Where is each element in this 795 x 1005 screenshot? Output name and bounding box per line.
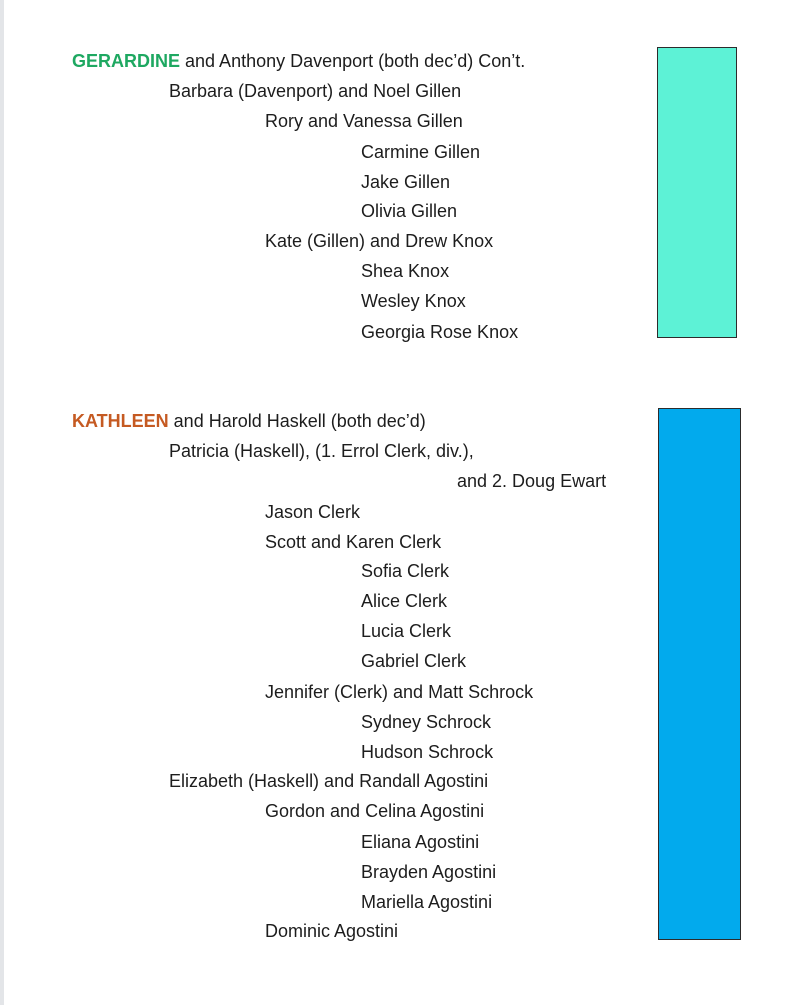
heading-name-kathleen: KATHLEEN [72,411,169,431]
family-line: and 2. Doug Ewart [457,471,607,491]
family-line: Rory and Vanessa Gillen [265,111,463,131]
family-line: Dominic Agostini [265,921,399,941]
family-line: Alice Clerk [361,591,448,611]
color-bar-teal [657,47,737,338]
family-line: Patricia (Haskell), (1. Errol Clerk, div.), [169,441,474,461]
family-line: Elizabeth (Haskell) and Randall Agostini [169,771,489,791]
heading-name-gerardine: GERARDINE [72,51,181,71]
family-line: Olivia Gillen [361,201,458,221]
family-line: Scott and Karen Clerk [265,532,442,552]
family-line: Sofia Clerk [361,561,450,581]
family-line: Barbara (Davenport) and Noel Gillen [169,81,462,101]
family-line: Carmine Gillen [361,142,481,162]
family-line: Jennifer (Clerk) and Matt Schrock [265,682,534,702]
section-heading-kathleen [72,410,426,432]
family-line: Jason Clerk [265,502,361,522]
page-left-edge [0,0,4,1005]
section-heading-gerardine [72,50,525,72]
heading-rest-kathleen: and Harold Haskell (both dec’d) [168,411,426,431]
family-line: Hudson Schrock [361,742,494,762]
family-line: Jake Gillen [361,172,451,192]
family-line: Shea Knox [361,261,450,281]
family-line: Sydney Schrock [361,712,492,732]
family-line: Gabriel Clerk [361,651,467,671]
family-line: Eliana Agostini [361,832,480,852]
family-line: Georgia Rose Knox [361,322,519,342]
family-line: Gordon and Celina Agostini [265,801,485,821]
family-line: Mariella Agostini [361,892,493,912]
family-line: Lucia Clerk [361,621,452,641]
family-line: Brayden Agostini [361,862,497,882]
color-bar-blue [658,408,741,940]
heading-rest-gerardine: and Anthony Davenport (both dec’d) Con’t. [180,51,526,71]
family-line: Wesley Knox [361,291,466,311]
family-line: Kate (Gillen) and Drew Knox [265,231,494,251]
